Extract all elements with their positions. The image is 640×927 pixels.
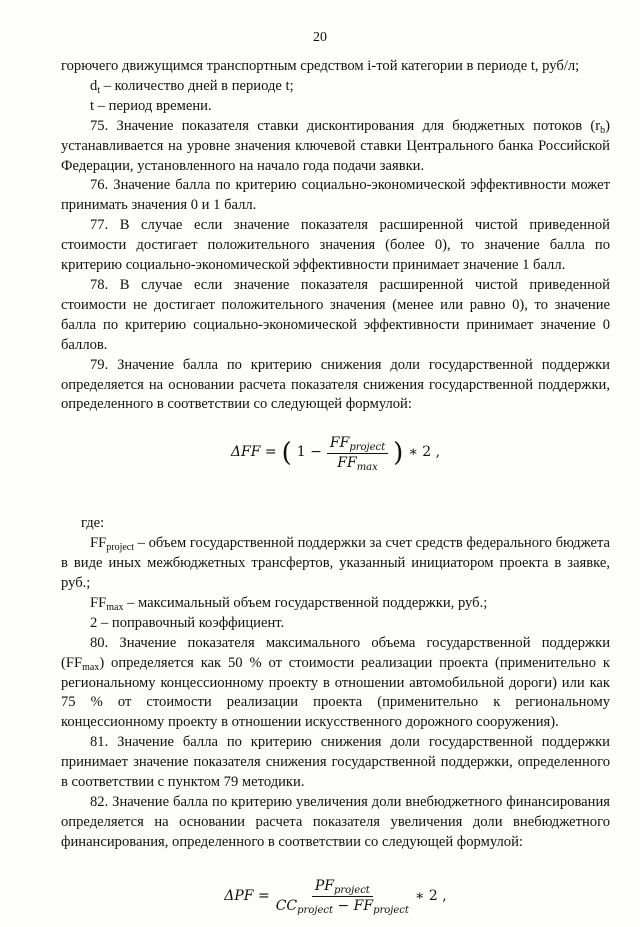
formula-paren-close: ) xyxy=(393,438,404,469)
symbol-base: CC xyxy=(275,898,298,915)
paragraph-continuation: горючего движущимся транспортным средством i-той категории в периоде t, руб/л; xyxy=(61,58,580,74)
paragraph-text: ) определяется как 50 % от стоимости реализации проекта (применительно к региональному концессионному проекту в отношении автомобильной дороги) или как 75 % от стоимости реализации проекта (применительно к региональному концессионному проекту в отношении искусственного дорожного сооружения). xyxy=(61,654,610,731)
definition-t: t – период времени. xyxy=(90,97,212,114)
symbol-base: FF xyxy=(329,434,350,451)
symbol-subscript: b xyxy=(600,124,606,136)
fraction-denominator xyxy=(334,454,381,472)
formula-delta-ff xyxy=(61,422,610,484)
definition-text: – количество дней в периоде t; xyxy=(100,77,294,94)
symbol-base: d xyxy=(90,77,98,94)
formula-lhs: ΔPF = xyxy=(224,887,270,904)
paragraph-80 xyxy=(61,634,610,734)
document-body xyxy=(61,57,610,927)
symbol-base: FF xyxy=(90,535,107,552)
where-label: где: xyxy=(81,515,105,532)
fraction-denominator xyxy=(273,897,412,915)
symbol-base: FF xyxy=(353,898,374,915)
formula-one-minus: 1 − xyxy=(296,444,322,461)
paragraph-75 xyxy=(61,117,610,177)
symbol-base: FF xyxy=(90,594,107,611)
paragraph-76: 76. Значение балла по критерию социально-экономической эффективности может принимать значения 0 и 1 балл. xyxy=(61,177,610,214)
definition-dt xyxy=(61,77,610,97)
paragraph-text: ) устанавливается на уровне значения ключевой ставки Центрального банка Российской Федерации, установленного на начало года подачи заявки. xyxy=(61,117,610,174)
paragraph-77: 77. В случае если значение показателя расширенной чистой приведенной стоимости достигает положительного значения (более 0), то значение балла по критерию социально-экономической эффективности принимает значение 1 балл. xyxy=(61,217,610,274)
minus-sign: − xyxy=(333,898,354,915)
symbol-base: PF xyxy=(314,878,334,895)
paragraph-text: 75. Значение показателя ставки дисконтирования для бюджетных потоков (r xyxy=(90,117,601,134)
formula-paren-open: ( xyxy=(281,438,292,469)
fraction-numerator xyxy=(327,435,388,454)
symbol-subscript: max xyxy=(356,461,378,473)
definition-coefficient: 2 – поправочный коэффициент. xyxy=(90,614,285,631)
symbol-subscript: project xyxy=(349,441,386,453)
symbol-subscript: project xyxy=(297,905,333,917)
definition-text: – максимальный объем государственной поддержки, руб.; xyxy=(123,594,488,611)
formula-fraction xyxy=(273,878,412,915)
paragraph-79: 79. Значение балла по критерию снижения доли государственной поддержки определяется на основании расчета показателя снижения государственной поддержки, определенного в соответствии со следующей формулой: xyxy=(61,356,610,413)
definition-ff-max xyxy=(61,594,610,614)
symbol-subscript: project xyxy=(373,905,409,917)
paragraph-text: 80. Значение показателя максимального объема государственной поддержки (FF xyxy=(61,634,610,671)
formula-tail: ∗ 2 , xyxy=(408,444,441,461)
symbol-subscript: max xyxy=(82,661,100,673)
page-number: 20 xyxy=(313,30,327,45)
formula-fraction xyxy=(327,435,388,472)
symbol-subscript: max xyxy=(106,601,124,613)
formula-tail: ∗ 2 , xyxy=(414,887,447,904)
formula-delta-pf xyxy=(61,867,610,927)
paragraph-78: 78. В случае если значение показателя расширенной чистой приведенной стоимости не достигает положительного значения (менее или равно 0), то значение балла по критерию социально-экономической эффективности принимает значение 0 баллов. xyxy=(61,276,610,353)
formula-lhs: ΔFF = xyxy=(230,444,277,461)
fraction-numerator xyxy=(312,878,373,897)
definition-text: – объем государственной поддержки за счет средств федерального бюджета в виде иных межбюджетных трансфертов, указанный инициатором проекта в заявке, руб.; xyxy=(61,535,610,592)
symbol-base: FF xyxy=(337,454,357,471)
definition-ff-project xyxy=(61,534,610,594)
symbol-subscript: t xyxy=(97,84,101,96)
paragraph-82: 82. Значение балла по критерию увеличения доли внебюджетного финансирования определяется на основании расчета показателя увеличения доли внебюджетного финансирования, определенного в соответствии со следующей формулой: xyxy=(61,794,610,850)
symbol-subscript: project xyxy=(333,885,370,897)
symbol-subscript: project xyxy=(106,542,134,554)
paragraph-81: 81. Значение балла по критерию снижения доли государственной поддержки принимает значение показателя снижения государственной поддержки, определенного в соответствии с пунктом 79 методики. xyxy=(61,734,610,791)
